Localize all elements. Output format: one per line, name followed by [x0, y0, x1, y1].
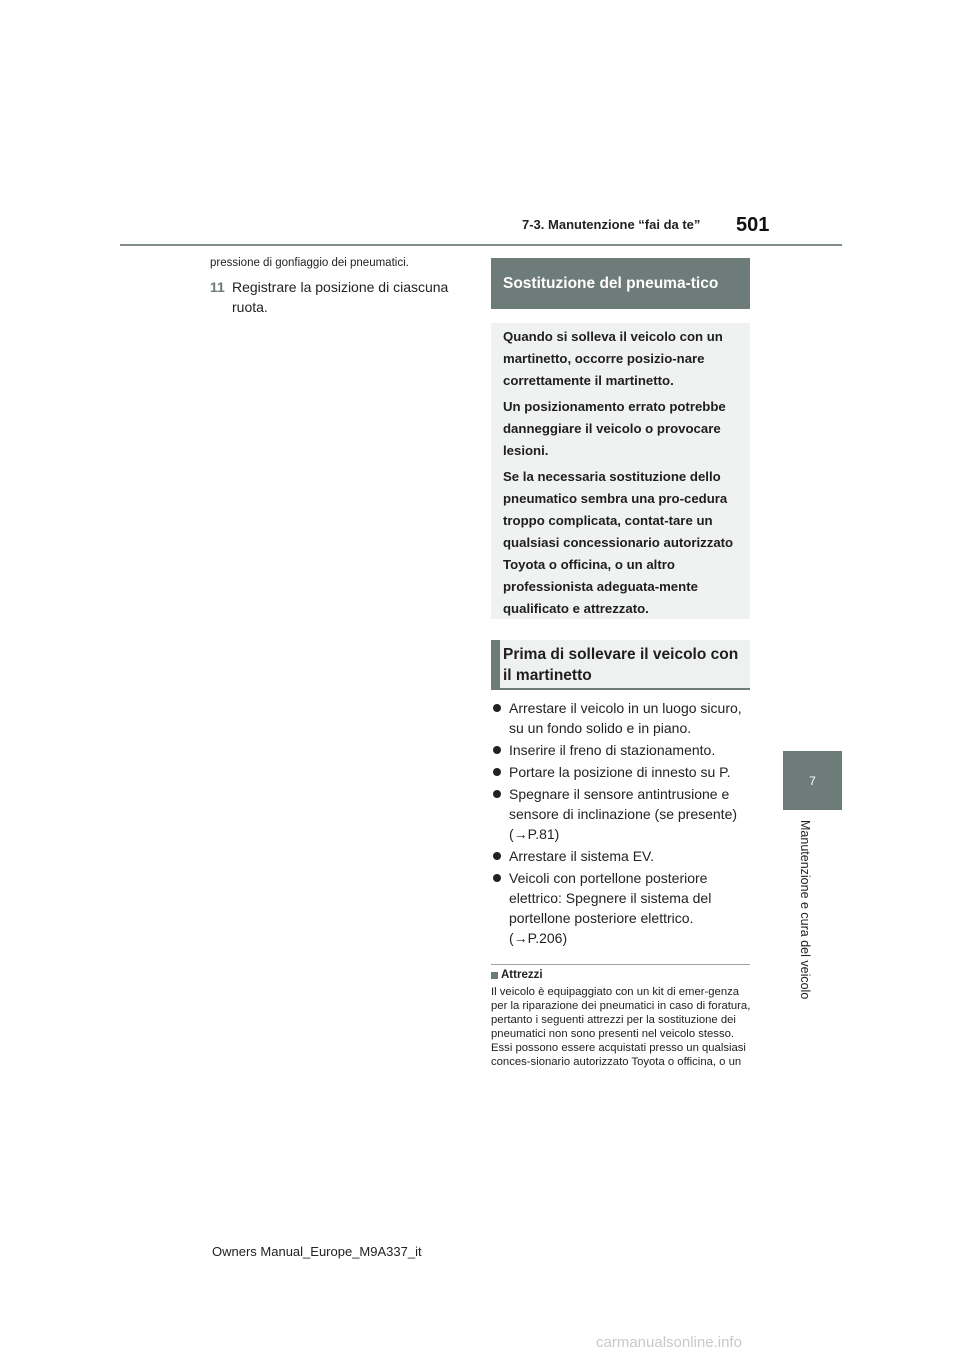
- sub-heading-text: Prima di sollevare il veicolo con il martinetto: [503, 646, 739, 684]
- section-heading-text: Sostituzione del pneuma-tico: [503, 275, 719, 292]
- tools-title: [491, 969, 543, 981]
- header-divider: [120, 244, 842, 246]
- list-item-text: Portare la posizione di innesto su P.: [509, 764, 731, 780]
- square-marker-icon: [491, 972, 498, 979]
- list-item: [491, 784, 753, 844]
- section-title: 7-3. Manutenzione “fai da te”: [522, 217, 701, 232]
- list-item-text: Spegnare il sensore antintrusione e sensore di inclinazione (se presente) (→P.81): [509, 786, 738, 842]
- bullet-icon: [493, 852, 501, 860]
- bullet-icon: [493, 790, 501, 798]
- list-item: [491, 846, 753, 866]
- step-text: Registrare la posizione di ciascuna ruota.: [232, 279, 449, 315]
- info-paragraph: Quando si solleva il veicolo con un martinetto, occorre posizio-nare correttamente il martinetto.: [503, 329, 723, 388]
- bullet-icon: [493, 704, 501, 712]
- bullet-icon: [493, 746, 501, 754]
- bullet-icon: [493, 768, 501, 776]
- chapter-number: 7: [809, 773, 816, 788]
- bullet-icon: [493, 874, 501, 882]
- chapter-tab: [783, 751, 842, 810]
- list-item-text: Inserire il freno di stazionamento.: [509, 742, 716, 758]
- list-item: [491, 868, 753, 948]
- list-item: [491, 762, 753, 782]
- list-item: [491, 740, 753, 760]
- continued-text: pressione di gonfiaggio dei pneumatici.: [210, 257, 409, 269]
- chapter-label: Manutenzione e cura del veicolo: [798, 820, 812, 1000]
- footer-manual-id: Owners Manual_Europe_M9A337_it: [212, 1244, 422, 1259]
- info-box: [491, 323, 750, 619]
- tools-text: Il veicolo è equipaggiato con un kit di emer-genza per la riparazione dei pneumatici in caso di foratura, pertanto i seguenti attrezzi per la sostituzione dei pneumatici non sono presenti nel veicolo stesso. Essi possono essere acquistati presso un qualsiasi conces-sionario autorizzato Toyota o officina, o un: [491, 986, 751, 1068]
- page-number: 501: [736, 214, 770, 236]
- divider: [491, 964, 750, 965]
- tools-title-text: Attrezzi: [501, 969, 543, 981]
- step-number: 11: [210, 279, 225, 295]
- info-paragraph: Se la necessaria sostituzione dello pneumatico sembra una pro-cedura troppo complicata, contat-tare un qualsiasi concessionario autorizzato Toyota o officina, o un altro professionista adeguata-mente qualificato e attrezzato.: [503, 469, 734, 616]
- list-item: [491, 698, 753, 738]
- sub-heading: [491, 640, 750, 690]
- list-item-text: Arrestare il sistema EV.: [509, 848, 654, 864]
- precaution-list: [491, 698, 753, 950]
- section-heading: [491, 258, 750, 309]
- list-item-text: Arrestare il veicolo in un luogo sicuro, su un fondo solido e in piano.: [509, 700, 742, 736]
- list-item-text: Veicoli con portellone posteriore elettrico: Spegnere il sistema del portellone posteriore elettrico. (→P.206): [509, 870, 712, 946]
- info-paragraph: Un posizionamento errato potrebbe danneggiare il veicolo o provocare lesioni.: [503, 399, 726, 458]
- watermark: carmanualsonline.info: [596, 1334, 742, 1351]
